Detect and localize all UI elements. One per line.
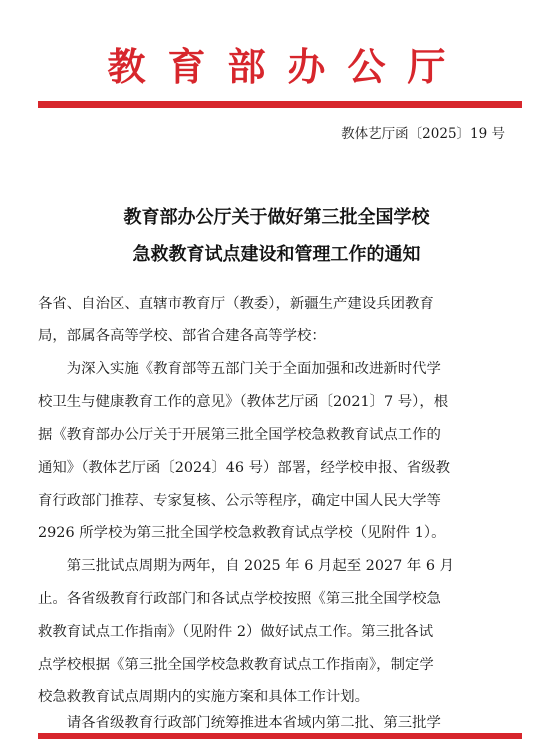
body-line: 止。各省级教育行政部门和各试点学校按照《第三批全国学校急 xyxy=(38,591,441,607)
footer-red-rule xyxy=(38,733,522,739)
body-line: 通知》（教体艺厅函〔2024〕46 号）部署，经学校申报、省级教 xyxy=(38,460,451,476)
body-line: 据《教育部办公厅关于开展第三批全国学校急救教育试点工作的 xyxy=(38,427,441,443)
body-line: 校卫生与健康教育工作的意见》（教体艺厅函〔2021〕7 号），根 xyxy=(38,394,449,410)
document-number: 教体艺厅函〔2025〕19 号 xyxy=(341,126,505,142)
body-line: 为深入实施《教育部等五部门关于全面加强和改进新时代学 xyxy=(38,361,441,377)
body-line: 局，部属各高等学校、部省合建各高等学校： xyxy=(38,328,326,344)
document-title-line-2: 急救教育试点建设和管理工作的通知 xyxy=(132,244,421,265)
document-title-line-1: 教育部办公厅关于做好第三批全国学校 xyxy=(123,207,430,228)
body-line: 2926 所学校为第三批全国学校急救教育试点学校（见附件 1）。 xyxy=(38,525,446,541)
body-line: 请各省级教育行政部门统筹推进本省域内第二批、第三批学 xyxy=(38,715,441,731)
issuing-office-title: 教育部办公厅 xyxy=(107,44,468,89)
body-line: 育行政部门推荐、专家复核、公示等程序，确定中国人民大学等 xyxy=(38,493,441,509)
body-line: 救教育试点工作指南》（见附件 2）做好试点工作。第三批各试 xyxy=(38,624,434,640)
body-line: 校急救教育试点周期内的实施方案和具体工作计划。 xyxy=(38,689,369,705)
body-line: 第三批试点周期为两年，自 2025 年 6 月起至 2027 年 6 月 xyxy=(38,558,454,574)
body-line: 点学校根据《第三批全国学校急救教育试点工作指南》，制定学 xyxy=(38,657,434,673)
header-red-rule xyxy=(38,101,522,108)
body-line: 各省、自治区、直辖市教育厅（教委），新疆生产建设兵团教育 xyxy=(38,296,434,312)
